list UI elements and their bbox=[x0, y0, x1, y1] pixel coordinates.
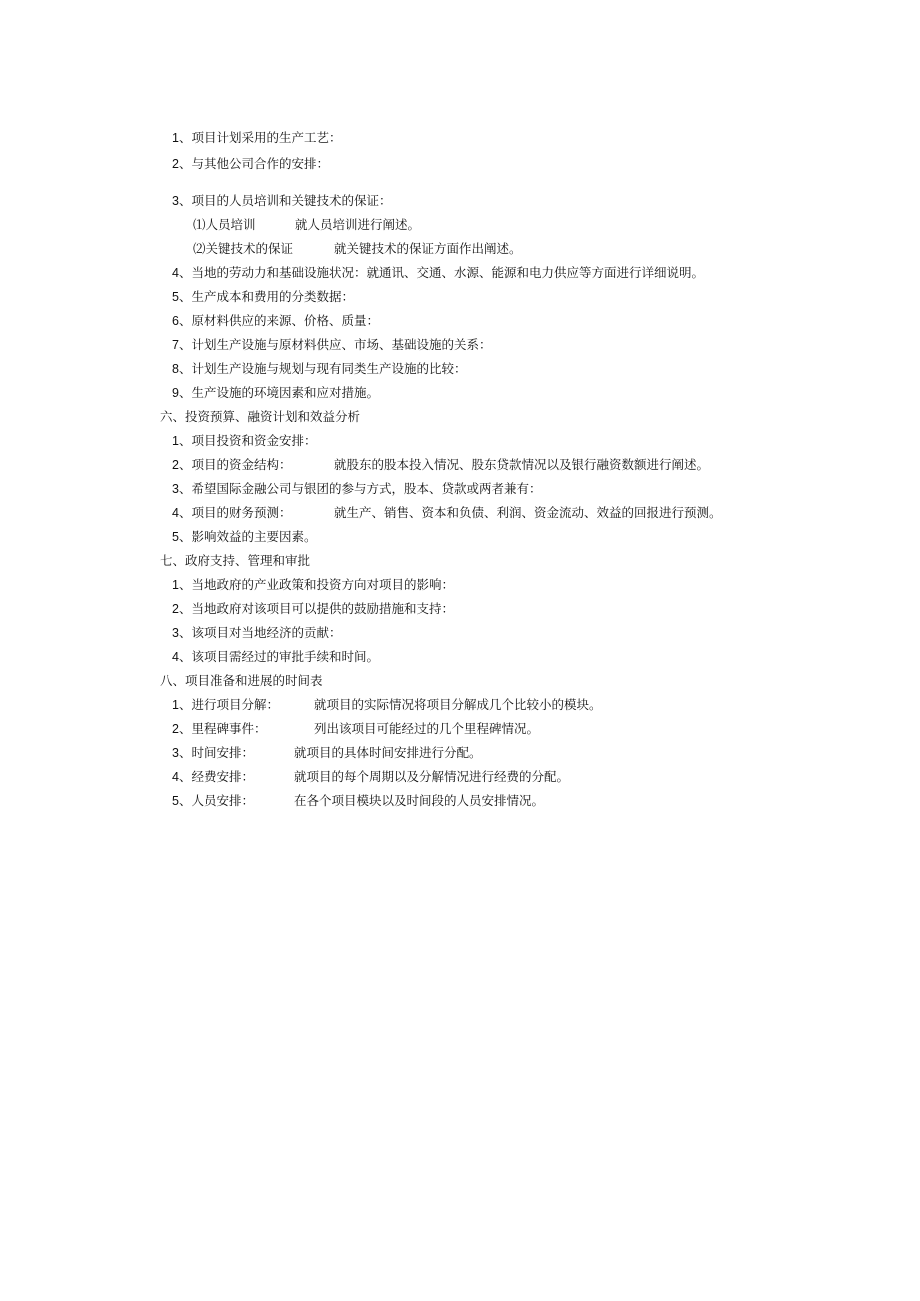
item-number: 4 bbox=[172, 266, 179, 280]
section-heading: 八、项目准备和进展的时间表 bbox=[160, 673, 323, 688]
sub-item-desc: 就关键技术的保证方面作出阐述。 bbox=[334, 241, 522, 256]
item-number: 8 bbox=[172, 362, 179, 376]
list-item bbox=[172, 697, 602, 713]
item-number: 2 bbox=[172, 458, 179, 472]
list-item bbox=[172, 193, 391, 209]
item-text: 、经费安排： bbox=[178, 769, 254, 784]
list-item bbox=[172, 265, 704, 281]
item-text: 、当地的劳动力和基础设施状况：就通讯、交通、水源、能源和电力供应等方面进行详细说明。 bbox=[178, 265, 704, 280]
item-text: 、里程碑事件： bbox=[178, 721, 267, 736]
list-item bbox=[172, 601, 454, 617]
list-item bbox=[172, 289, 354, 305]
list-item bbox=[172, 385, 379, 401]
item-text: 、项目的资金结构： bbox=[178, 457, 292, 472]
list-item bbox=[172, 529, 316, 545]
item-number: 4 bbox=[172, 770, 179, 784]
sub-item-desc: 就人员培训进行阐述。 bbox=[295, 217, 421, 232]
item-desc: 就项目的每个周期以及分解情况进行经费的分配。 bbox=[294, 769, 570, 784]
item-text: 、项目的财务预测： bbox=[178, 505, 292, 520]
list-item bbox=[172, 745, 482, 761]
list-item bbox=[172, 721, 540, 737]
item-text: 、当地政府的产业政策和投资方向对项目的影响： bbox=[178, 577, 454, 592]
item-number: 3 bbox=[172, 194, 179, 208]
item-text: 、计划生产设施与规划与现有同类生产设施的比较： bbox=[178, 361, 467, 376]
list-item bbox=[172, 457, 710, 473]
list-item bbox=[172, 156, 329, 172]
item-number: 9 bbox=[172, 386, 179, 400]
sub-item-label: ⑵关键技术的保证 bbox=[193, 241, 294, 256]
item-text: 、计划生产设施与原材料供应、市场、基础设施的关系： bbox=[178, 337, 492, 352]
list-item bbox=[172, 793, 545, 809]
item-text: 、生产成本和费用的分类数据： bbox=[178, 289, 354, 304]
sub-item-label: ⑴人员培训 bbox=[193, 217, 256, 232]
sub-list-item bbox=[193, 241, 522, 257]
item-text: 、该项目需经过的审批手续和时间。 bbox=[178, 649, 379, 664]
list-item bbox=[172, 361, 466, 377]
sub-list-item bbox=[193, 217, 421, 233]
item-number: 5 bbox=[172, 530, 179, 544]
item-text: 、生产设施的环境因素和应对措施。 bbox=[178, 385, 379, 400]
item-text: 、项目的人员培训和关键技术的保证： bbox=[178, 193, 392, 208]
item-text: 、希望国际金融公司与银团的参与方式，股本、贷款或两者兼有： bbox=[178, 481, 542, 496]
section-heading: 七、政府支持、管理和审批 bbox=[160, 553, 311, 568]
section-heading: 六、投资预算、融资计划和效益分析 bbox=[160, 409, 361, 424]
item-text: 、原材料供应的来源、价格、质量： bbox=[178, 313, 379, 328]
item-number: 2 bbox=[172, 722, 179, 736]
item-number: 2 bbox=[172, 602, 179, 616]
item-text: 、该项目对当地经济的贡献： bbox=[178, 625, 342, 640]
item-text: 、进行项目分解： bbox=[178, 697, 279, 712]
item-text: 、当地政府对该项目可以提供的鼓励措施和支持： bbox=[178, 601, 454, 616]
item-number: 1 bbox=[172, 578, 179, 592]
item-text: 、项目计划采用的生产工艺： bbox=[178, 130, 342, 145]
item-desc: 就股东的股本投入情况、股东贷款情况以及银行融资数额进行阐述。 bbox=[334, 457, 710, 472]
item-number: 5 bbox=[172, 794, 179, 808]
list-item bbox=[172, 481, 541, 497]
item-number: 1 bbox=[172, 131, 179, 145]
item-desc: 就项目的具体时间安排进行分配。 bbox=[294, 745, 482, 760]
list-item bbox=[172, 433, 316, 449]
item-number: 3 bbox=[172, 482, 179, 496]
item-number: 1 bbox=[172, 434, 179, 448]
list-item bbox=[172, 505, 722, 521]
item-desc: 就项目的实际情况将项目分解成几个比较小的模块。 bbox=[314, 697, 602, 712]
item-desc: 在各个项目模块以及时间段的人员安排情况。 bbox=[294, 793, 545, 808]
list-item bbox=[172, 130, 341, 146]
item-number: 3 bbox=[172, 626, 179, 640]
item-desc: 就生产、销售、资本和负债、利润、资金流动、效益的回报进行预测。 bbox=[334, 505, 722, 520]
item-number: 6 bbox=[172, 314, 179, 328]
list-item bbox=[172, 625, 341, 641]
item-number: 5 bbox=[172, 290, 179, 304]
item-desc: 列出该项目可能经过的几个里程碑情况。 bbox=[314, 721, 540, 736]
item-text: 、与其他公司合作的安排： bbox=[178, 156, 329, 171]
list-item bbox=[172, 577, 454, 593]
item-number: 7 bbox=[172, 338, 179, 352]
list-item bbox=[172, 313, 379, 329]
item-text: 、项目投资和资金安排： bbox=[178, 433, 317, 448]
item-number: 4 bbox=[172, 650, 179, 664]
item-text: 、人员安排： bbox=[178, 793, 254, 808]
item-number: 1 bbox=[172, 698, 179, 712]
list-item bbox=[172, 769, 570, 785]
item-number: 2 bbox=[172, 157, 179, 171]
list-item bbox=[172, 649, 379, 665]
item-number: 3 bbox=[172, 746, 179, 760]
item-number: 4 bbox=[172, 506, 179, 520]
list-item bbox=[172, 337, 491, 353]
item-text: 、时间安排： bbox=[178, 745, 254, 760]
item-text: 、影响效益的主要因素。 bbox=[178, 529, 317, 544]
